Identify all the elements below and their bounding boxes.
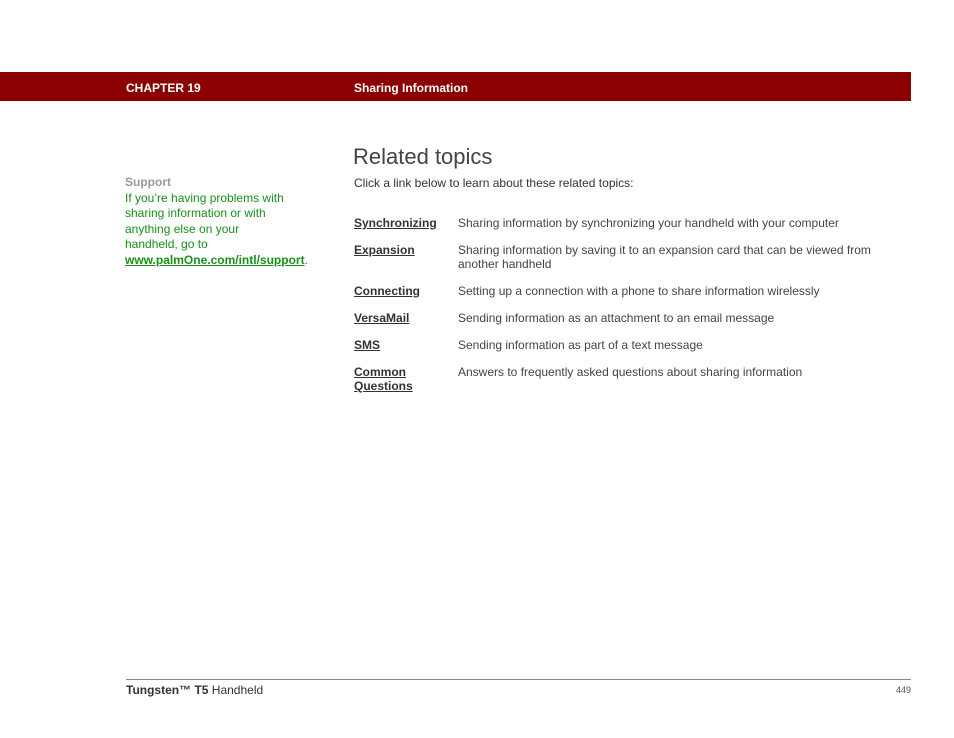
topic-link-versamail[interactable]: VersaMail [354,311,410,325]
footer-divider [126,679,911,680]
product-brand: Tungsten™ T5 [126,683,209,697]
chapter-label: CHAPTER 19 [126,81,201,95]
support-link[interactable]: www.palmOne.com/intl/support [125,252,305,267]
topic-row [354,216,894,230]
topic-row [354,338,894,352]
topic-description: Sending information as an attachment to an email message [458,311,775,325]
chapter-header-bar [0,72,911,101]
topic-link-sms[interactable]: SMS [354,338,381,352]
page-number: 449 [895,685,911,695]
support-text: If you’re having problems with sharing information or with anything else on your handheld, go to [125,190,284,251]
topic-row [354,311,894,325]
topic-description: Sharing information by saving it to an expansion card that can be viewed from another handheld [458,243,871,271]
topic-description: Sending information as part of a text message [458,338,703,352]
topic-link-synchronizing[interactable]: Synchronizing [354,216,437,230]
support-text-end: . [304,252,308,267]
topic-row [354,365,894,393]
support-sidebar [125,175,308,268]
topic-row [354,284,894,298]
product-suffix: Handheld [208,683,264,697]
topic-description: Setting up a connection with a phone to share information wirelessly [458,284,820,298]
topic-row [354,243,894,271]
topic-link-common-questions[interactable]: Common Questions [354,365,413,393]
support-heading: Support [125,175,171,189]
intro-text: Click a link below to learn about these related topics: [354,176,634,190]
related-topics-list [354,216,894,406]
topic-link-expansion[interactable]: Expansion [354,243,415,257]
page-title: Related topics [353,144,493,169]
chapter-title: Sharing Information [354,81,468,95]
topic-description: Answers to frequently asked questions about sharing information [458,365,803,379]
footer-product-name [126,683,263,697]
topic-description: Sharing information by synchronizing your handheld with your computer [458,216,839,230]
topic-link-connecting[interactable]: Connecting [354,284,420,298]
